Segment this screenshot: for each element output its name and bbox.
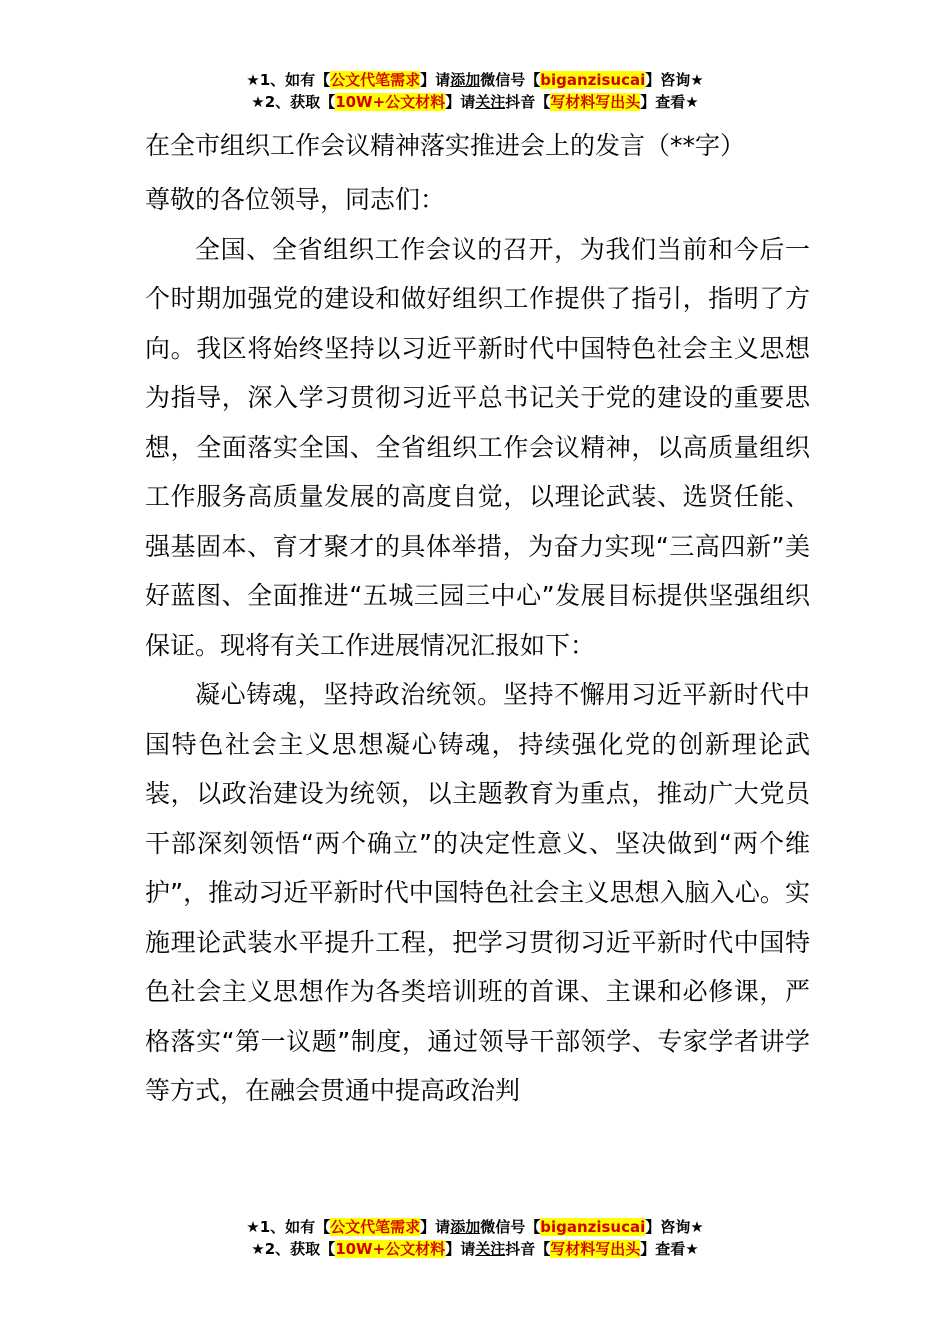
banner-text: 】查看★ xyxy=(640,93,699,111)
footer-banner xyxy=(0,1216,950,1260)
banner-highlight: 公文代笔需求 xyxy=(330,71,421,89)
banner-text: ★1、如有【 xyxy=(246,71,331,89)
banner-text: ★2、获取【 xyxy=(251,1240,336,1258)
banner-douyin-id: 写材料写出头 xyxy=(550,1240,641,1258)
banner-line-1 xyxy=(0,1216,950,1238)
banner-highlight: 10W+公文材料 xyxy=(335,1240,446,1258)
banner-text: 】咨询★ xyxy=(645,71,704,89)
banner-underline: 关注 xyxy=(475,1240,506,1258)
banner-underline: 关注 xyxy=(475,93,506,111)
banner-text: ★2、获取【 xyxy=(251,93,336,111)
banner-text: 微信号【 xyxy=(480,1218,541,1236)
document-title: 在全市组织工作会议精神落实推进会上的发言（**字） xyxy=(145,131,746,160)
banner-wechat-id: biganzisucai xyxy=(540,71,646,89)
paragraph-intro: 全国、全省组织工作会议的召开，为我们当前和今后一个时期加强党的建设和做好组织工作提供了指引，指明了方向。我区将始终坚持以习近平新时代中国特色社会主义思想为指导，深入学习贯彻习近平总书记关于党的建设的重要思想，全面落实全国、全省组织工作会议精神，以高质量组织工作服务高质量发展的高度自觉，以理论武装、选贤任能、强基固本、育才聚才的具体举措，为奋力实现“三高四新”美好蓝图、全面推进“五城三园三中心”发展目标提供坚强组织保证。现将有关工作进展情况汇报如下： xyxy=(145,234,810,660)
banner-underline: 添加 xyxy=(450,71,481,89)
banner-text: 抖音【 xyxy=(505,93,551,111)
banner-line-1 xyxy=(0,69,950,91)
banner-highlight: 公文代笔需求 xyxy=(330,1218,421,1236)
banner-underline: 添加 xyxy=(450,1218,481,1236)
banner-line-2 xyxy=(0,91,950,113)
banner-text: 抖音【 xyxy=(505,1240,551,1258)
header-banner xyxy=(0,69,950,113)
banner-douyin-id: 写材料写出头 xyxy=(550,93,641,111)
banner-text: 】请 xyxy=(445,1240,476,1258)
banner-wechat-id: biganzisucai xyxy=(540,1218,646,1236)
banner-text: 】请 xyxy=(420,1218,451,1236)
banner-text: 】请 xyxy=(445,93,476,111)
banner-text: 微信号【 xyxy=(480,71,541,89)
document-body xyxy=(145,125,810,1116)
banner-line-2 xyxy=(0,1238,950,1260)
banner-text: 】请 xyxy=(420,71,451,89)
banner-highlight: 10W+公文材料 xyxy=(335,93,446,111)
salutation: 尊敬的各位领导，同志们： xyxy=(145,185,446,214)
paragraph-political-leadership: 凝心铸魂，坚持政治统领。坚持不懈用习近平新时代中国特色社会主义思想凝心铸魂，持续强化党的创新理论武装，以政治建设为统领，以主题教育为重点，推动广大党员干部深刻领悟“两个确立”的决定性意义、坚决做到“两个维护”，推动习近平新时代中国特色社会主义思想入脑入心。实施理论武装水平提升工程，把学习贯彻习近平新时代中国特色社会主义思想作为各类培训班的首课、主课和必修课，严格落实“第一议题”制度，通过领导干部领学、专家学者讲学等方式，在融会贯通中提高政治判 xyxy=(145,680,810,1105)
banner-text: 】咨询★ xyxy=(645,1218,704,1236)
banner-text: ★1、如有【 xyxy=(246,1218,331,1236)
banner-text: 】查看★ xyxy=(640,1240,699,1258)
